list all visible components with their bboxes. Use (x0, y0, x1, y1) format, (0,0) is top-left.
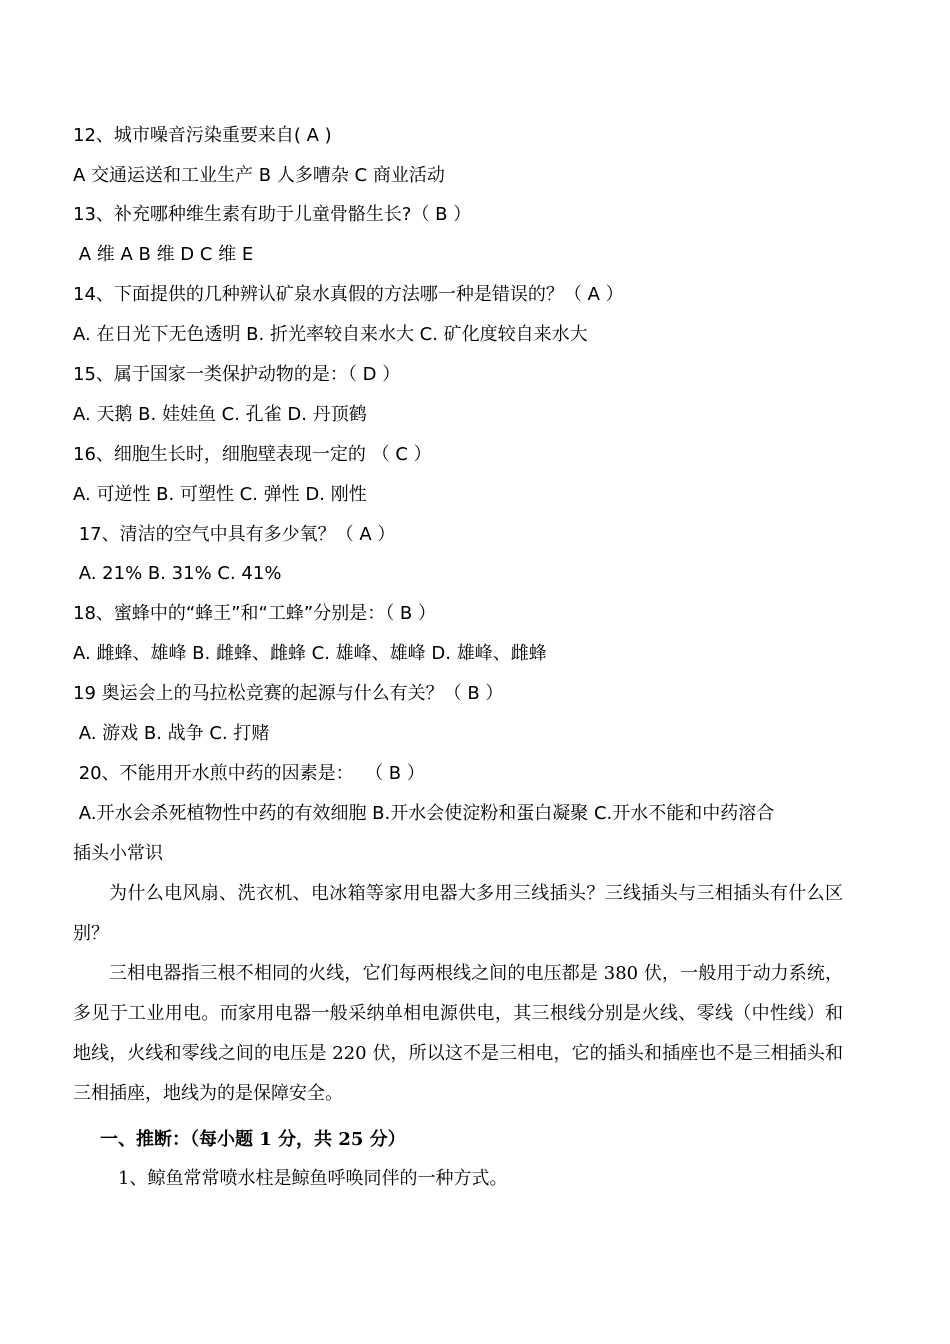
options-18: A. 雌蜂、雄峰 B. 雌蜂、雌蜂 C. 雄峰、雄峰 D. 雄峰、雌蜂 (73, 643, 547, 664)
section-heading: 一、推断：（每小题 1 分，共 25 分） (100, 1129, 406, 1150)
judgement-item-1: 1、鲸鱼常常喷水柱是鲸鱼呼唤同伴的一种方式。 (118, 1168, 508, 1189)
question-15: 15、属于国家一类保护动物的是：（ D ） (73, 364, 401, 385)
options-12: A 交通运送和工业生产 B 人多嘈杂 C 商业活动 (73, 165, 445, 186)
options-19: A. 游戏 B. 战争 C. 打赌 (73, 723, 270, 744)
section-title: 插头小常识 (73, 843, 163, 864)
question-19: 19 奥运会上的马拉松竞赛的起源与什么有关？（ B ） (73, 683, 504, 704)
options-13: A 维 A B 维 D C 维 E (73, 244, 254, 265)
question-18: 18、蜜蜂中的“蜂王”和“工蜂”分别是：（ B ） (73, 603, 436, 624)
question-20: 20、不能用开水煎中药的因素是： （ B ） (73, 763, 425, 784)
question-17: 17、清洁的空气中具有多少氧？（ A ） (73, 524, 396, 545)
options-15: A. 天鹅 B. 娃娃鱼 C. 孔雀 D. 丹顶鹤 (73, 404, 367, 425)
question-14: 14、下面提供的几种辨认矿泉水真假的方法哪一种是错误的？（ A ） (73, 284, 624, 305)
paragraph-question: 为什么电风扇、洗衣机、电冰箱等家用电器大多用三线插头？三线插头与三相插头有什么区别？ (73, 883, 843, 944)
options-14: A. 在日光下无色透明 B. 折光率较自来水大 C. 矿化度较自来水大 (73, 324, 588, 345)
question-13: 13、补充哪种维生素有助于儿童骨骼生长?（ B ） (73, 204, 472, 225)
options-17: A. 21% B. 31% C. 41% (73, 563, 282, 584)
options-20: A.开水会杀死植物性中药的有效细胞 B.开水会使淀粉和蛋白凝聚 C.开水不能和中药溶合 (73, 803, 775, 824)
options-16: A. 可逆性 B. 可塑性 C. 弹性 D. 刚性 (73, 484, 367, 505)
question-12: 12、城市噪音污染重要来自( A ) (73, 125, 332, 146)
paragraph-answer: 三相电器指三根不相同的火线，它们每两根线之间的电压都是 380 伏，一般用于动力系统，多见于工业用电。而家用电器一般采纳单相电源供电，其三根线分别是火线、零线（中性线）和地线，火线和零线之间的电压是 220 伏，所以这不是三相电，它的插头和插座也不是三相插头和三相插座，地线为的是保障安全。 (73, 963, 843, 1104)
question-16: 16、细胞生长时，细胞壁表现一定的 （ C ） (73, 444, 432, 465)
